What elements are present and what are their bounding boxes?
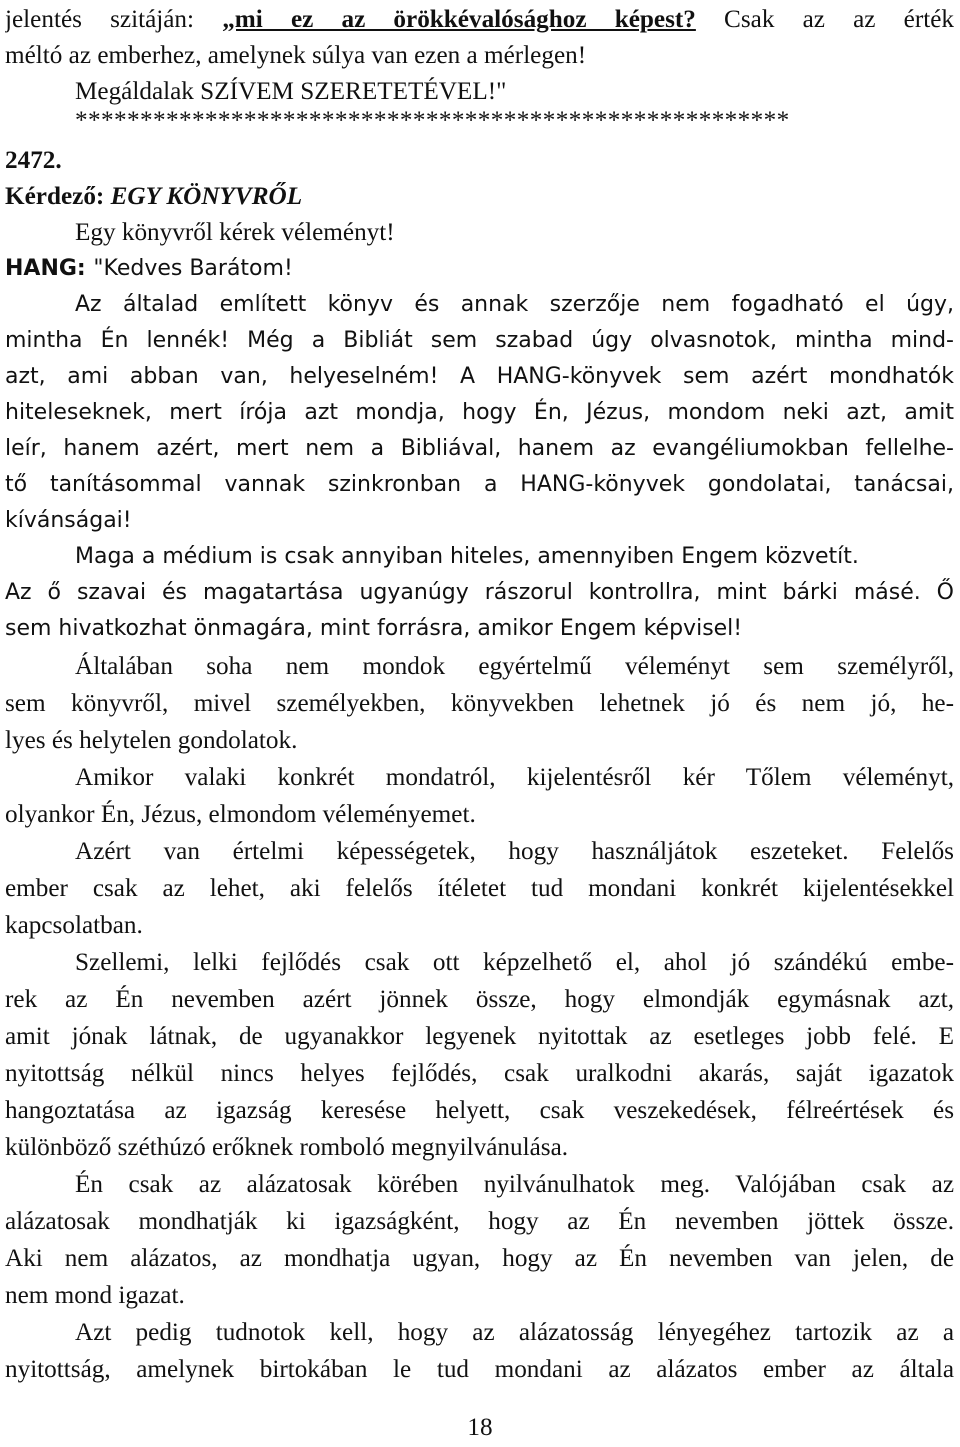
answer-header bbox=[5, 251, 954, 287]
question-text: Egy könyvről kérek véleményt! bbox=[75, 219, 395, 246]
text-line: lyes és helytelen gondolatok. bbox=[5, 727, 298, 754]
salutation: "Kedves Barátom! bbox=[93, 256, 293, 281]
text-segment: jelentés szitáján: bbox=[5, 6, 223, 33]
text-line: leír, hanem azért, mert nem a Bibliával, hanem az evangéliumokban fellelhe- bbox=[5, 436, 954, 461]
text-line: különböző széthúzó erőknek romboló megnyilvánulása. bbox=[5, 1134, 569, 1161]
text-line: Az ő szavai és magatartása ugyanúgy rászorul kontrollra, mint bárki másé. Ő bbox=[5, 580, 954, 605]
text-line: sem hivatkozhat önmagára, mint forrásra, amikor Engem képvisel! bbox=[5, 616, 743, 641]
text-line: nyitottság, amelynek birtokában le tud mondani az alázatos ember az általa bbox=[5, 1356, 954, 1383]
questioner-label: Kérdező: bbox=[5, 183, 111, 210]
text-line: hangoztatása az igazság keresése helyett, csak veszekedések, félreértések és bbox=[5, 1097, 954, 1124]
text-line: nem mond igazat. bbox=[5, 1282, 185, 1309]
text-line: alázatosak mondhatják ki igazságként, hogy az Én nevemben jöttek össze. bbox=[5, 1208, 954, 1235]
text-line: Azt pedig tudnotok kell, hogy az alázatosság lényegéhez tartozik az a bbox=[75, 1319, 954, 1346]
text-segment: Csak az az érték bbox=[695, 6, 954, 33]
quoted-question: „mi ez az örökkévalósághoz képest? bbox=[222, 6, 696, 33]
text-line: Maga a médium is csak annyiban hiteles, amennyiben Engem közvetít. bbox=[75, 544, 859, 569]
text-line: rek az Én nevemben azért jönnek össze, hogy elmondják egymásnak azt, bbox=[5, 986, 954, 1013]
text-line: kívánságai! bbox=[5, 508, 132, 533]
text-line: Azért van értelmi képességetek, hogy használjátok eszeteket. Felelős bbox=[75, 838, 954, 865]
text-line: Amikor valaki konkrét mondatról, kijelentésről kér Tőlem véleményt, bbox=[75, 764, 954, 791]
text-line: amit jónak látnak, de ugyanakkor legyenek nyitottak az esetleges jobb felé. E bbox=[5, 1023, 954, 1050]
text-line: ember csak az lehet, aki felelős ítéletet tud mondani konkrét kijelentésekkel bbox=[5, 875, 954, 902]
text-line: azt, ami abban van, helyeselném! A HANG-könyvek sem azért mondhatók bbox=[5, 364, 954, 389]
text-line: hiteleseknek, mert írója azt mondja, hogy Én, Jézus, mondom neki azt, amit bbox=[5, 400, 954, 425]
question-header bbox=[5, 179, 954, 215]
text-line: nyitottság nélkül nincs helyes fejlődés, csak uralkodni akarás, saját igazatok bbox=[5, 1060, 954, 1087]
text-line: kapcsolatban. bbox=[5, 912, 143, 939]
text-line: olyankor Én, Jézus, elmondom véleményemet. bbox=[5, 801, 476, 828]
page-number: 18 bbox=[467, 1414, 493, 1441]
text-line: Általában soha nem mondok egyértelmű véleményt sem személyről, bbox=[75, 653, 954, 680]
text-line: Aki nem alázatos, az mondhatja ugyan, hogy az Én nevemben van jelen, de bbox=[5, 1245, 954, 1272]
text-line bbox=[5, 2, 954, 38]
separator-stars: ******************************************************* bbox=[75, 107, 790, 134]
text-line: sem könyvről, mivel személyekben, könyvekben lehetnek jó és nem jó, he- bbox=[5, 690, 954, 717]
text-line: Az általad említett könyv és annak szerzője nem fogadható el úgy, bbox=[75, 292, 954, 317]
text-line: tő tanításommal vannak szinkronban a HANG-könyvek gondolatai, tanácsai, bbox=[5, 472, 954, 497]
question-topic: EGY KÖNYVRŐL bbox=[110, 183, 303, 210]
answer-label: HANG: bbox=[5, 256, 94, 281]
text-line: méltó az emberhez, amelynek súlya van ezen a mérlegen! bbox=[5, 42, 587, 69]
text-line: Én csak az alázatosak körében nyilvánulhatok meg. Valójában csak az bbox=[75, 1171, 954, 1198]
blessing-line: Megáldalak SZÍVEM SZERETETÉVEL!" bbox=[75, 78, 507, 105]
text-line: mintha Én lennék! Még a Bibliát sem szabad úgy olvasnotok, mintha mind- bbox=[5, 328, 954, 353]
text-line: Szellemi, lelki fejlődés csak ott képzelhető el, ahol jó szándékú embe- bbox=[75, 949, 954, 976]
message-number: 2472. bbox=[5, 147, 62, 174]
